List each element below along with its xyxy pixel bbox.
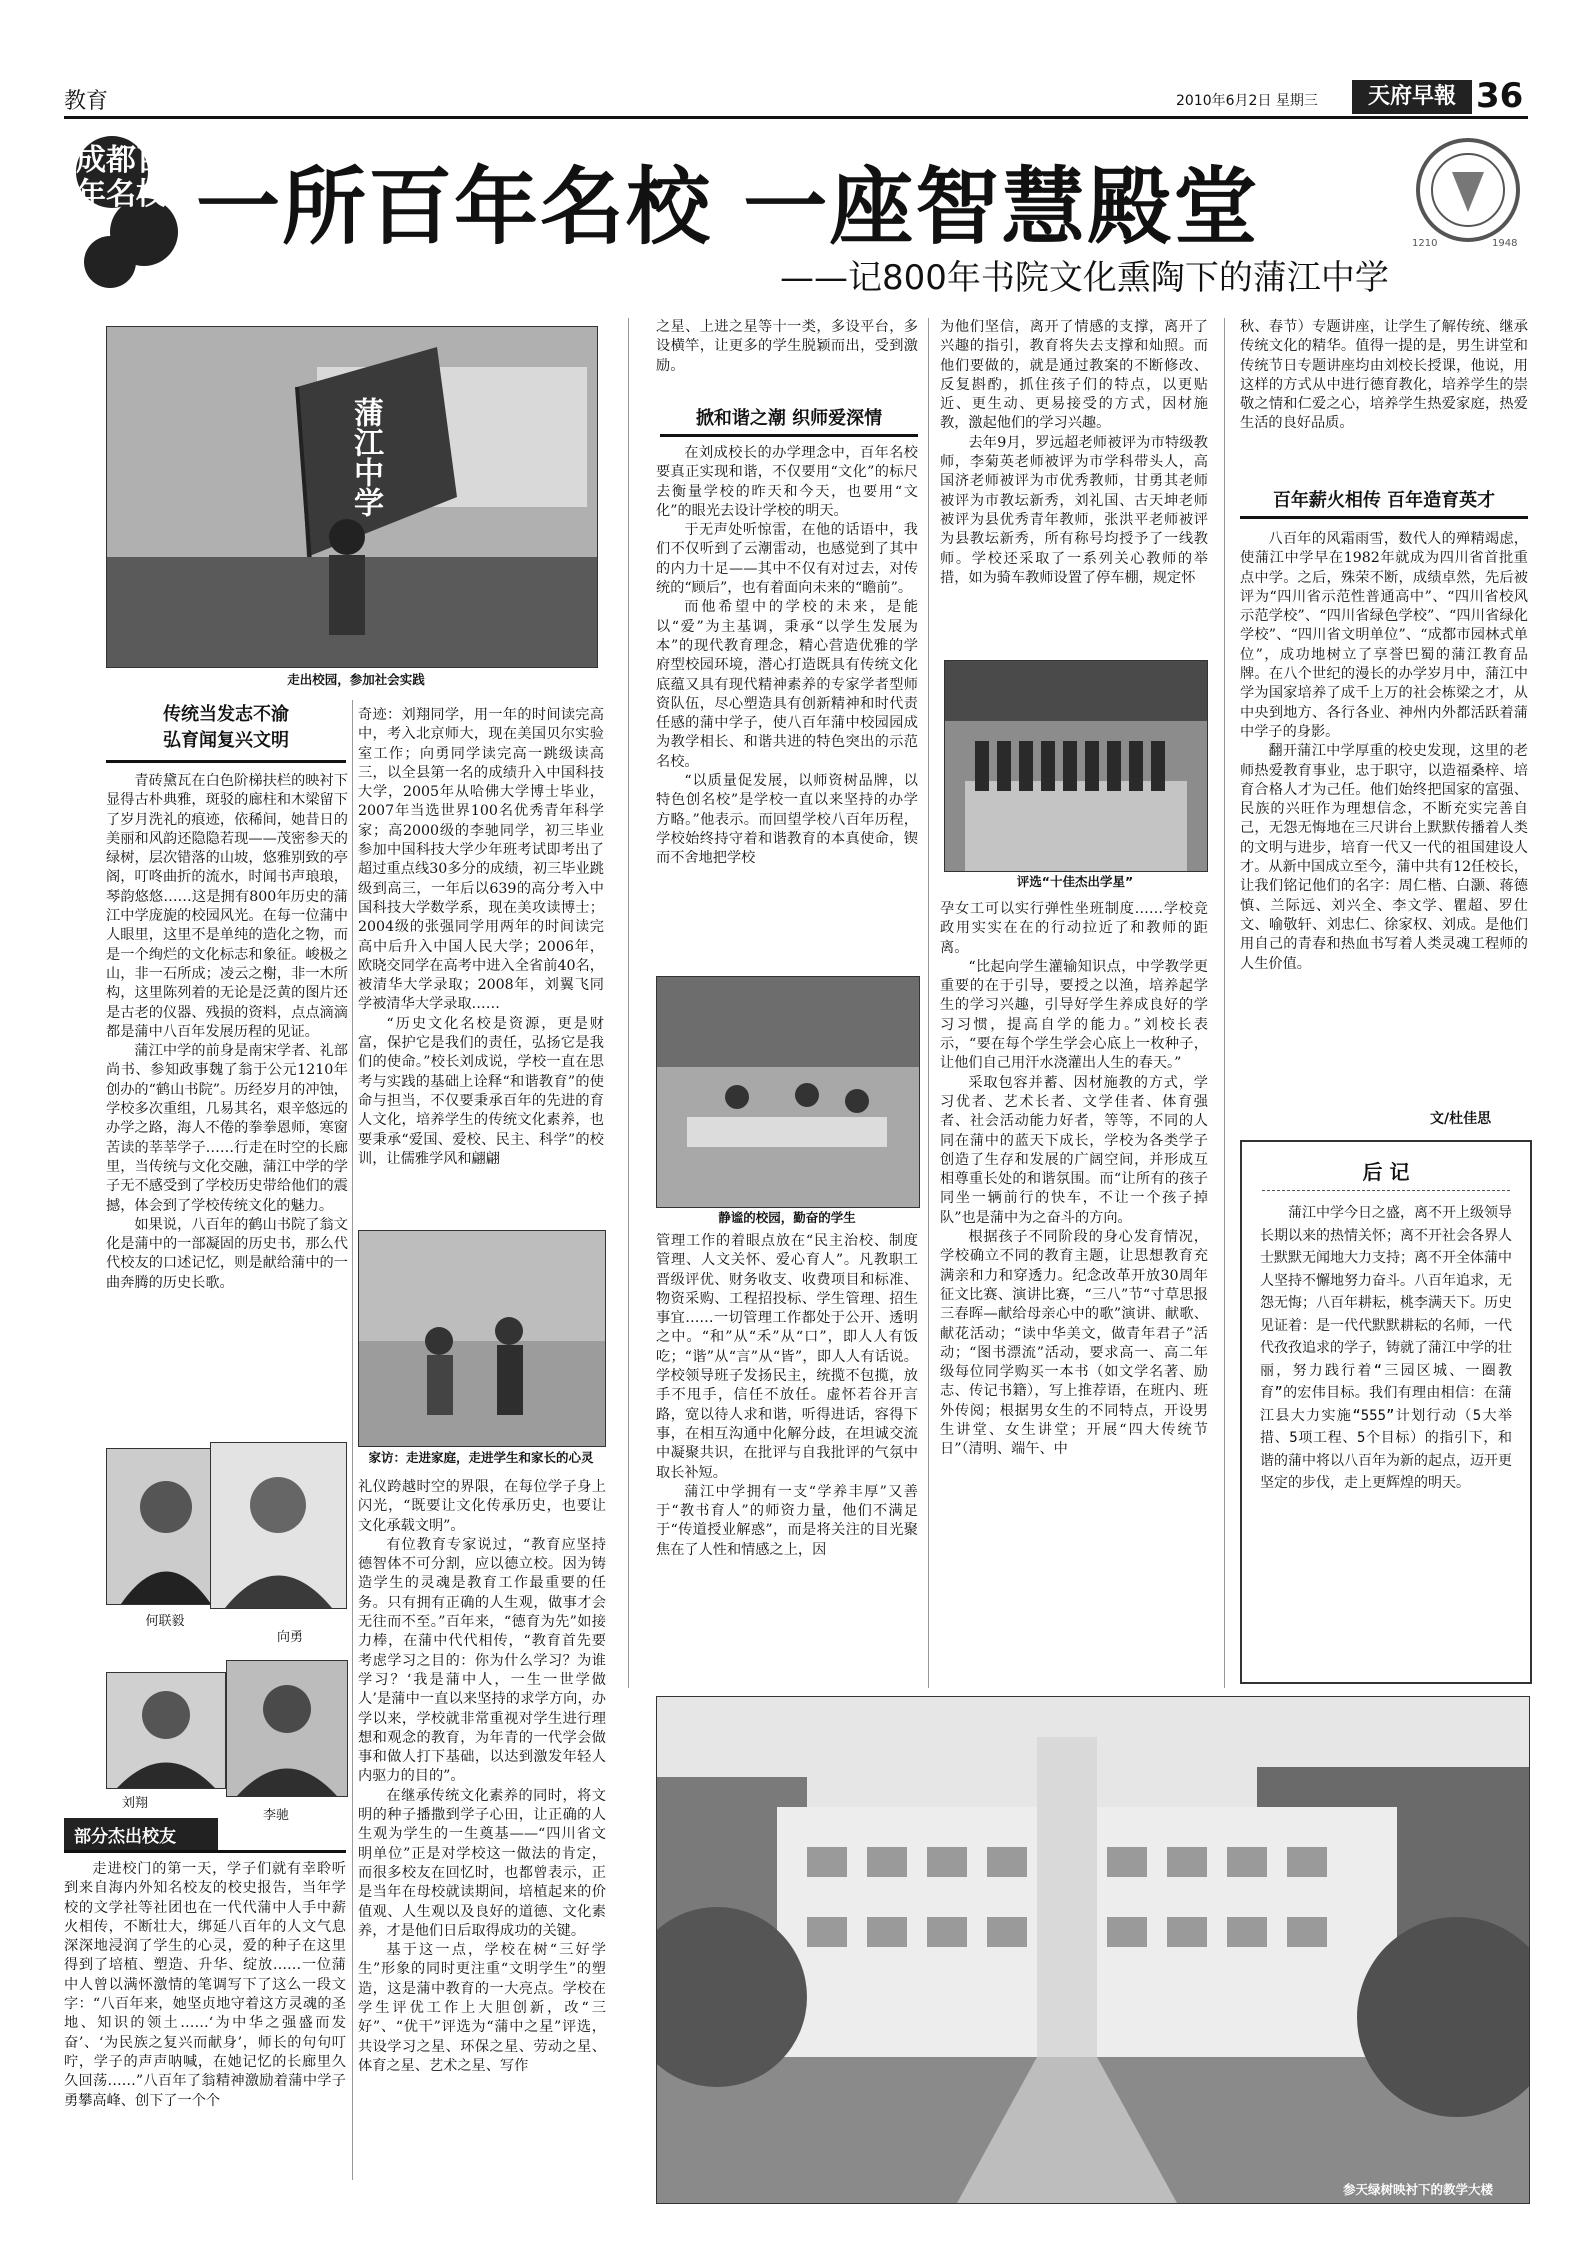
alumni-rule <box>64 1850 346 1853</box>
students-on-stage-image <box>945 661 1207 871</box>
postscript-box <box>1240 1140 1532 1684</box>
c2b-para-1: 礼仪跨越时空的界限，在每位学子身上闪光，“既要让文化传承历史，也要让文化承载文明”。 <box>358 1479 606 1534</box>
column-1-text <box>106 772 348 1427</box>
postscript-body: 蒲江中学今日之盛，离不开上级领导长期以来的热情关怀；离不开社会各界人士默默无闻地大力支持；离不开全体蒲中人坚持不懈地努力奋斗。八百年追求，无怨无悔；八百年耕耘，桃李满天下。历史见证着：是一代代默默耕耘的名师，一代代孜孜追求的学子，铸就了蒲江中学的壮丽，努力践行着“三园区城、一圈教育”的宏伟目标。我们有理由相信：在蒲江县大力实施“555”计划行动（5大举措、5项工程、5个目标）的指引下，和谐的蒲中将以八百年为新的起点，迈开更坚定的步伐，走上更辉煌的明天。 <box>1260 1205 1512 1491</box>
c2b-para-3: 在继承传统文化素养的同时，将文明的种子播撒到学子心田，让正确的人生观为学生的一生奠基——“四川省文明单位”正是对学校这一做法的肯定，而很多校友在回忆时，也都曾表示，正是当年在母校就读期间，培植起来的价值观、人生观以及良好的道德、文化素养，才是他们日后取得成功的关键。 <box>358 1787 606 1939</box>
c2b-para-4: 基于这一点，学校在树“三好学生”形象的同时更注重“文明学生”的塑造，这是蒲中教育的一大亮点。学校在学生评优工作上大胆创新，改“三好”、“优干”评选为“蒲中之星”评选，共设学习之星、环保之星、劳动之星、体育之星、艺术之星、写作 <box>358 1942 606 2074</box>
photo-family-visit <box>358 1230 606 1447</box>
c1-para-1: 青砖黛瓦在白色阶梯扶栏的映衬下显得古朴典雅，斑驳的廊柱和木梁留下了岁月洗礼的痕迹，依稀间，她昔日的美丽和风韵还隐隐若现——茂密参天的绿树，层次错落的山坡，悠雅别致的亭阁，叮咚曲折的流水，时闻书声琅琅，琴韵悠悠……这是拥有800年历史的蒲江中学庞旎的校园风光。在每一位蒲中人眼里，这里不是单纯的造化之物，而是一个绚烂的文化标志和象征。峻极之山，非一石所成；凌云之榭，非一木所构，这里陈列着的无论是泛黄的图片还是古老的仪器、残损的资料，点点滴滴都是蒲中八百年发展历程的见证。 <box>106 773 348 1040</box>
column-divider-1 <box>352 700 353 2180</box>
man-portrait-image-2 <box>107 1673 225 1788</box>
column-4-text-b <box>940 900 1208 1682</box>
column-3-text-c <box>656 1232 918 1682</box>
portrait-he-lianyi <box>106 1448 226 1605</box>
portrait-li-chi <box>226 1660 348 1797</box>
c4b-para-3: 采取包容并蓄、因材施教的方式，学习优者、艺术长者、文学佳者、体育强者、社会活动能力好者，等等，不同的人同在蒲中的蓝天下成长，学校为各类学子创造了生存和发展的广阔空间，并形成互相尊重长处的和谐氛围。而“让所有的孩子同坐一辆前行的快车，不让一个孩子掉队”也是蒲中为之奋斗的方向。 <box>940 1074 1208 1226</box>
c3b-para-1: 在刘成校长的办学理念中，百年名校要真正实现和谐，不仅要用“文化”的标尺去衡量学校的昨天和今天，也要用“文化”的眼光去设计学校的明天。 <box>656 445 918 519</box>
section-label: 教育 <box>64 89 109 114</box>
header-rule <box>64 116 1528 119</box>
column-2-text-bottom <box>358 1478 606 2178</box>
c5b-para-2: 翻开蒲江中学厚重的校史发现，这里的老师热爱教育事业，忠于职守，以造福桑梓、培育合格人才为己任。他们始终把国家的富强、民族的兴旺作为理想信念，不断充实完善自己，无怨无悔地在三尺讲台上默默传播着人类的文明与进步，培育一代又一代的祖国建设人才。从新中国成立至今，蒲中共有12任校长，让我们铭记他们的名字：周仁楷、白灏、蒋德慎、兰际远、刘兴全、李文学、瞿超、罗仕文、喻敬轩、刘忠仁、徐家权、刘成。是他们用自己的青春和热血书写着人类灵魂工程师的人生价值。 <box>1240 743 1528 972</box>
alumni-title: 部分杰出校友 <box>64 1818 218 1851</box>
section3-title: 百年薪火相传 百年造育英才 <box>1272 490 1496 511</box>
c4a-para-2: 去年9月，罗远超老师被评为市特级教师，李菊英老师被评为市学科带头人，高国济老师被评为市优秀教师，甘勇其老师被评为市教坛新秀，刘礼国、古天坤老师被评为县优秀青年教师，张洪平老师被评为县教坛新秀，所有称号均授予了一线教师。学校还采取了一系列关心教师的举措，如为骑车教师设置了停车棚，规定怀 <box>940 434 1208 586</box>
column-5-text-a <box>1240 318 1528 478</box>
c1-para-3: 如果说，八百年的鹤山书院了翁文化是蒲中的一部凝固的历史书，那么代代校友的口述记忆，则是献给蒲中的一曲奔腾的历史长歌。 <box>106 1216 348 1291</box>
c3c-para-2: 蒲江中学拥有一支“学养丰厚”又善于“教书育人”的师资力量，他们不满足于“传道授业解惑”，而是将关注的目光聚焦在了人性和情感之上，因 <box>656 1483 918 1558</box>
paper-name: 天府早報 <box>1352 80 1472 114</box>
man-portrait-image-3 <box>227 1661 347 1796</box>
portrait-xiang-yong <box>210 1442 347 1609</box>
c2-para-1: 奇迹：刘翔同学，用一年的时间读完高中，考入北京师大，现在美国贝尔实验室工作；向勇同学读完高一跳级读高三，以全县第一名的成绩升入中国科技大学，2005年从哈佛大学博士毕业，2007年当选世界100名优秀青年科学家；高2000级的李驰同学，初三毕业参加中国科技大学少年班考试即考出了超过重点线30多分的成绩，初三毕业跳级到高三，一年后以639的高分考入中国科技大学数学系，现在美攻读博士；2004级的张强同学用两年的时间读完高中后升入中国人民大学；2006年，欧晓交同学在高考中进入全省前40名，被清华大学录取；2008年，刘翼飞同学被清华大学录取…… <box>358 707 604 1013</box>
c4b-para-1: 孕女工可以实行弹性坐班制度……学校竞政用实实在在的行动拉近了和教师的距离。 <box>940 901 1208 956</box>
photo-caption-3: 静谧的校园，勤奋的学生 <box>656 1208 918 1226</box>
students-studying-image <box>657 977 919 1207</box>
section2-title: 掀和谐之潮 织师爱深情 <box>695 408 883 429</box>
c2b-para-2: 有位教育专家说过，“教育应坚持德智体不可分割，应以德立校。因为铸造学生的灵魂是教育工作最重要的任务。只有拥有正确的人生观，做事才会无往而不至。”百年来，“德育为先”如接力棒，在蒲中代代相传，“教育首先要考虑学习之目的：你为什么学习？为谁学习？‘我是蒲中人，一生一世学做人’是蒲中一直以来坚持的求学方向，办学以来，学校就非常重视对学生进行理想和观念的教育，为年青的一代学会做事和做人打下基础，以达到激发年轻人内驱力的目的”。 <box>358 1536 606 1785</box>
date-line: 2010年6月2日 星期三 <box>1176 93 1318 109</box>
c3b-para-4: “以质量促发展，以师资树品牌，以特色创名校”是学校一直以来坚持的办学方略。”他表示。而回望学校八百年历程，学校始终持守着和谐教育的本真使命，锲而不舍地把学校 <box>656 773 918 867</box>
flag-banner-text: 蒲江中学 <box>348 397 383 517</box>
alumni-name-1: 何联毅 <box>145 1614 185 1629</box>
byline: 文/杜佳思 <box>1430 1111 1492 1127</box>
c4b-para-2: “比起向学生灌输知识点，中学教学更重要的在于引导，要授之以渔，培养起学生的学习兴趣，引导好学生养成良好的学习习惯，提高自学的能力。”刘校长表示，“要在每个学生学会心底上一枚种子，让他们自己用汗水浇灌出人生的春天。” <box>940 958 1208 1072</box>
photo-caption-1: 走出校园，参加社会实践 <box>246 670 466 688</box>
section3-rule <box>1240 516 1528 519</box>
school-seal-icon <box>1408 134 1528 254</box>
postscript-rule <box>1262 1190 1510 1191</box>
photo-caption-5: 参天绿树映衬下的教学大楼 <box>1342 2182 1493 2197</box>
c3a-para-1: 之星、上进之星等十一类，多设平台，多设横竿，让更多的学生脱颖而出，受到激励。 <box>656 319 918 374</box>
column-divider-3 <box>928 318 929 1688</box>
century-school-badge <box>70 132 182 292</box>
photo-caption-4: 家访：走进家庭，走进学生和家长的心灵 <box>358 1448 604 1466</box>
column-4-text-a <box>940 318 1208 658</box>
family-visit-image <box>359 1231 605 1446</box>
photo-caption-2: 评选“十佳杰出学星” <box>980 872 1170 890</box>
c1-para-2: 蒲江中学的前身是南宋学者、礼部尚书、参知政事魏了翁于公元1210年创办的“鹤山书院”。历经岁月的冲蚀，学校多次重组，几易其名，艰辛悠远的办学之路，海人不倦的拳拳恩师，寒窗苦读的莘莘学子……行走在时空的长廊里，当传统与文化交融，蒲江中学的学子无不感受到了学校历史带给他们的震撼，体会到了学校传统文化的魅力。 <box>106 1043 348 1214</box>
photo-social-practice <box>106 326 598 668</box>
section1-title <box>106 702 346 754</box>
badge-text: 成都百年名校 <box>76 143 166 212</box>
column-divider-4 <box>1224 318 1225 1688</box>
page-number: 36 <box>1476 76 1524 116</box>
photo-ten-stars <box>944 660 1208 872</box>
column-divider-2 <box>628 318 629 1688</box>
school-seal <box>1408 134 1528 254</box>
section1-title-line1: 传统当发志不渝 <box>163 704 289 725</box>
portrait-liu-xiang <box>106 1672 226 1789</box>
headline: 一所百年名校 一座智慧殿堂 <box>196 158 1260 256</box>
c3c-para-1: 管理工作的着眼点放在“民主治校、制度管理、人文关怀、爱心育人”。凡教职工晋级评优、财务收支、收费项目和标准、物资采购、工程招投标、学生管理、招生事宜……一切管理工作都处于公开、透明之中。“和”从“禾”从“口”，即人人有饭吃；“谐”从“言”从“皆”，即人人有话说。学校领导班子发扬民主，统揽不包揽，放手不甩手，信任不放任。虚怀若谷开言路，宽以待人求和谐，听得进话，容得下事，在相互沟通中化解分歧，在坦诚交流中凝聚共识，在批评与自我批评的气氛中取长补短。 <box>656 1233 918 1481</box>
alumni-name-3: 刘翔 <box>121 1796 148 1811</box>
column-5-text-b <box>1240 530 1528 1100</box>
man-portrait-image <box>211 1443 346 1608</box>
c5b-para-1: 八百年的风霜雨雪，数代人的殚精竭虑，使蒲江中学早在1982年就成为四川省首批重点中学。之后，殊荣不断，成绩卓然，先后被评为“四川省示范性普通高中”、“四川省校风示范学校”、“四川省绿色学校”、“四川省绿化学校”、“四川省文明单位”、“成都市园林式单位”，成功地树立了享誉巴蜀的蒲江教育品牌。在八个世纪的漫长的办学岁月中，蒲江中学为国家培养了成千上万的社会栋梁之才，从中央到地方、各行各业、神州内外都活跃着蒲中学子的身影。 <box>1240 531 1528 740</box>
postscript-title: 后 记 <box>1362 1160 1410 1184</box>
teaching-building-image <box>657 1697 1529 2203</box>
c1b-para-1: 走进校门的第一天，学子们就有幸聆听到来自海内外知名校友的校史报告，当年学校的文学社等社团也在一代代蒲中人手中薪火相传，不断壮大，绑延八百年的人文气息深深地浸润了学生的心灵，爱的种子在这里得到了培植、塑造、升华、绽放……一位蒲中人曾以满怀激情的笔调写下了这么一段文字：“八百年来，她坚贞地守着这方灵魂的圣地、知识的领土……‘为中华之强盛而发奋’、‘为民族之复兴而献身’，师长的句句叮咛，学子的声声呐喊，在她记忆的长廊里久久回荡……”八百年了翁精神激励着蒲中学子勇攀高峰、创下了一个个 <box>64 1861 346 2109</box>
c3b-para-2: 于无声处听惊雷，在他的话语中，我们不仅听到了云潮雷动，也感觉到了其中的内力十足——其中不仅有对过去，对传统的“顾后”，也有着面向未来的“瞻前”。 <box>656 522 918 597</box>
c5a-para-1: 秋、春节）专题讲座，让学生了解传统、继承传统文化的精华。值得一提的是，男生讲堂和传统节日专题讲座均由刘校长授课，他说，用这样的方式从中进行德育教化，培养学生的崇敬之情和仁爱之心，培养学生热爱家庭，热爱生活的良好品质。 <box>1240 319 1528 432</box>
section1-rule <box>106 760 346 763</box>
subheadline: ——记800年书院文化熏陶下的蒲江中学 <box>780 258 1389 298</box>
column-3-text-b <box>656 444 918 972</box>
c3b-para-3: 而他希望中的学校的未来，是能以“爱”为主基调，秉承“以学生发展为本”的现代教育理念，精心营造优雅的学府型校园环境，潜心打造既具有传统文化底蕴又具有现代精神素养的专家学者型师资队伍，尽心塑造具有创新精神和时代责任感的蒲中学子，使八百年蒲中校园园成为教学相长、和谐共进的特色突出的示范名校。 <box>656 599 918 770</box>
photo-studying <box>656 976 920 1208</box>
alumni-name-4: 李驰 <box>262 1808 289 1823</box>
page-header <box>0 0 1590 120</box>
c4b-para-4: 根据孩子不同阶段的身心发育情况，学校确立不同的教育主题，让思想教育充满亲和力和穿透力。纪念改革开放30周年征文比赛、演讲比赛，“三八”节“寸草思报三春晖—献给母亲心中的歌”演讲、献歌、献花活动；“读中华美文，做青年君子”活动；“图书漂流”活动，要求高一、高二年级每位同学购买一本书（如文学名著、励志、传记书籍），写上推荐语，在班内、班外传阅；根据男女生的不同特点，开设男生讲堂、女生讲堂；开展“四大传统节日”（清明、端午、中 <box>940 1229 1208 1458</box>
graduate-portrait-image <box>107 1449 225 1604</box>
column-1-text-bottom <box>64 1860 346 2180</box>
section1-title-line2: 弘育闻复兴文明 <box>163 730 289 751</box>
photo-teaching-building <box>656 1696 1530 2204</box>
seal-year-left: 1210 <box>1412 238 1438 249</box>
alumni-name-2: 向勇 <box>276 1630 303 1645</box>
c2-para-2: “历史文化名校是资源，更是财富，保护它是我们的责任，弘扬它是我们的使命。”校长刘成说，学校一直在思考与实践的基础上诠释“和谐教育”的使命与担当，不仅要秉承百年的先进的育人文化，培养学生的传统文化素养，也要秉承“爱国、爱校、民主、科学”的校训，让儒雅学风和翩翩 <box>358 1015 604 1167</box>
column-3-text-a <box>656 318 918 398</box>
seal-year-right: 1948 <box>1492 238 1518 249</box>
section2-rule <box>660 434 918 437</box>
c4a-para-1: 为他们坚信，离开了情感的支撑，离开了兴趣的指引，教育将失去支撑和灿照。而他们要做的，就是通过教案的不断修改、反复斟酌，抓住孩子们的特点，以更贴近、更生动、更易接受的方式，因材施教，激起他们的学习兴趣。 <box>940 319 1208 432</box>
